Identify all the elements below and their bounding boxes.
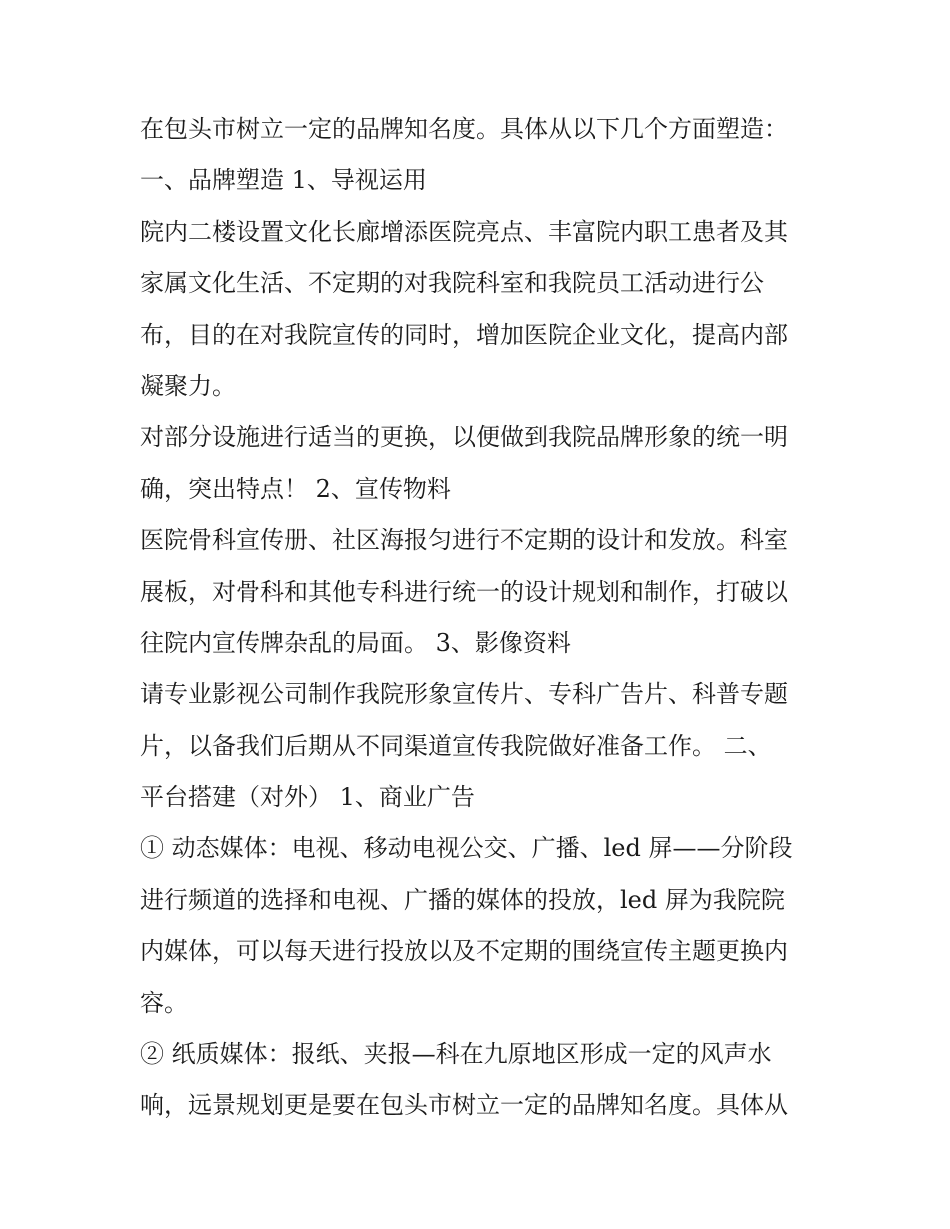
text-line: 凝聚力。 xyxy=(140,371,236,400)
section-heading: 一、品牌塑造 1、导视运用 xyxy=(140,166,427,195)
text-line: 请专业影视公司制作我院形象宣传片、专科广告片、科普专题 xyxy=(140,680,788,709)
text-line: 进行频道的选择和电视、广播的媒体的投放，led 屏为我院院 xyxy=(140,885,785,914)
text-line: 家属文化生活、不定期的对我院科室和我院员工活动进行公 xyxy=(140,269,764,298)
text-line: 展板，对骨科和其他专科进行统一的设计规划和制作，打破以 xyxy=(140,577,788,606)
text-line: ② 纸质媒体：报纸、夹报—科在九原地区形成一定的风声水 xyxy=(140,1040,772,1069)
text-line: 院内二楼设置文化长廊增添医院亮点、丰富院内职工患者及其 xyxy=(140,217,788,246)
section-heading: 平台搭建（对外） 1、商业广告 xyxy=(140,783,475,812)
text-line: 往院内宣传牌杂乱的局面。 3、影像资料 xyxy=(140,628,571,657)
text-line: ① 动态媒体：电视、移动电视公交、广播、led 屏——分阶段 xyxy=(140,834,793,863)
text-line: 片，以备我们后期从不同渠道宣传我院做好准备工作。 二、 xyxy=(140,731,772,760)
text-line: 对部分设施进行适当的更换，以便做到我院品牌形象的统一明 xyxy=(140,423,788,452)
text-line: 医院骨科宣传册、社区海报匀进行不定期的设计和发放。科室 xyxy=(140,526,788,555)
document-body xyxy=(140,104,820,1132)
text-line: 容。 xyxy=(140,988,188,1017)
text-line: 在包头市树立一定的品牌知名度。具体从以下几个方面塑造： xyxy=(140,115,788,143)
text-line: 内媒体，可以每天进行投放以及不定期的围绕宣传主题更换内 xyxy=(140,937,788,966)
text-line: 确，突出特点！ 2、宣传物料 xyxy=(140,474,451,503)
text-line: 响，远景规划更是要在包头市树立一定的品牌知名度。具体从 xyxy=(140,1091,788,1120)
text-line: 布，目的在对我院宣传的同时，增加医院企业文化，提高内部 xyxy=(140,320,788,349)
